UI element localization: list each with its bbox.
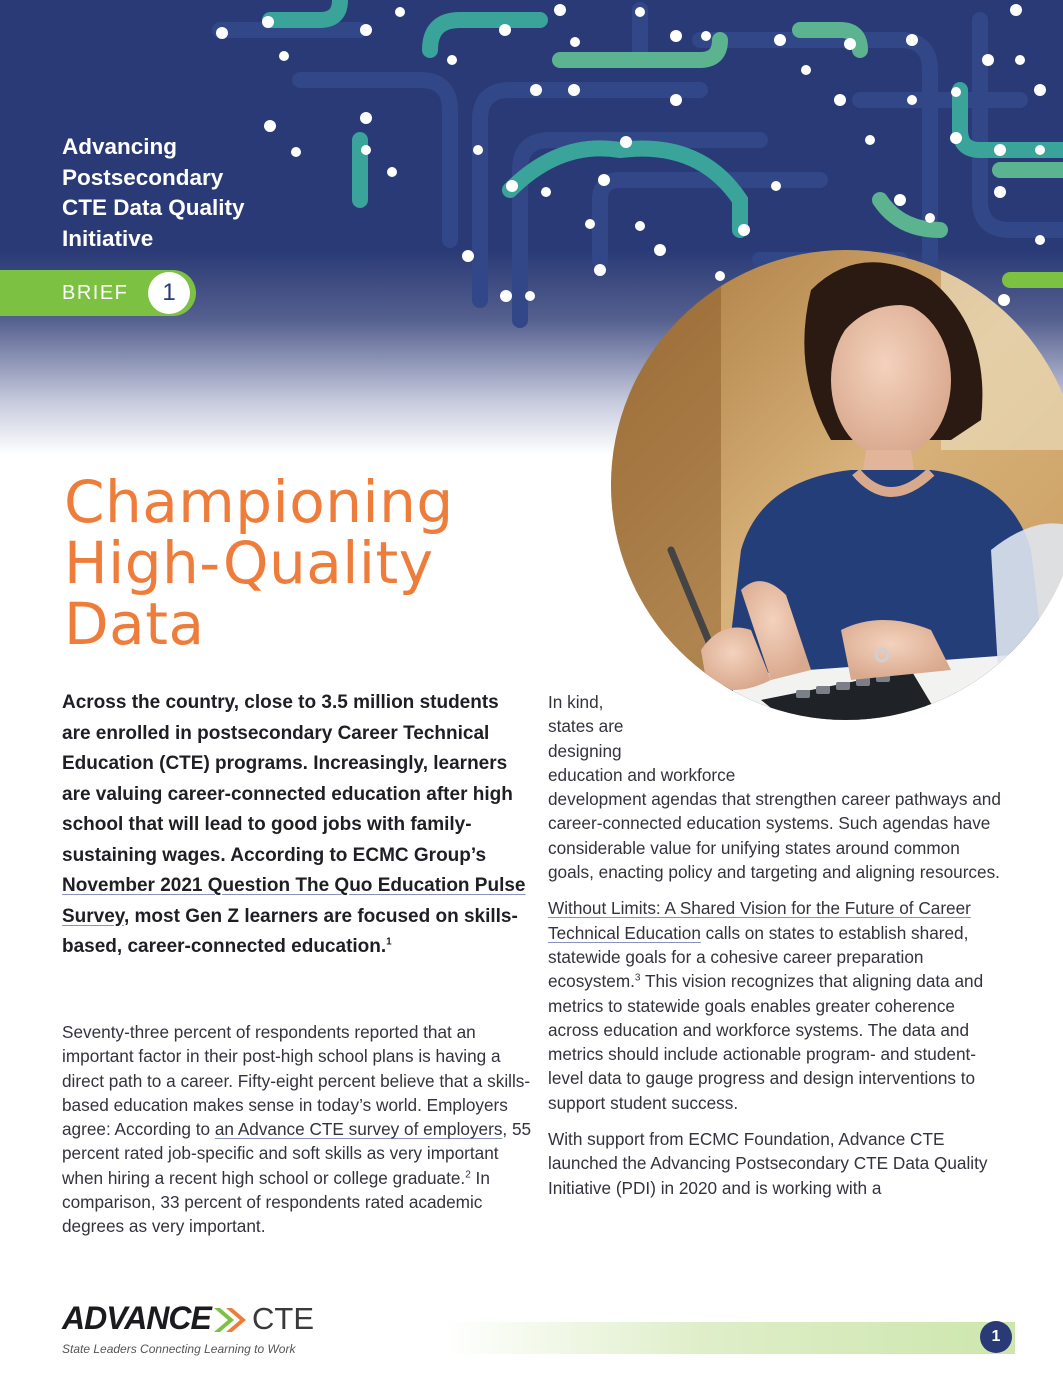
initiative-line: Postsecondary xyxy=(62,164,224,190)
pdi-paragraph: With support from ECMC Foundation, Advance CTE launched the Advancing Postsecondary CTE Data Quality Initiative (PDI) in 2020 and is working with a xyxy=(548,1129,988,1198)
intro-text-end: , most Gen Z learners are focused on skills-based, career-connected education. xyxy=(62,905,518,957)
logo-tagline: State Leaders Connecting Learning to Work xyxy=(62,1342,296,1356)
wrap-line: In kind, xyxy=(548,692,604,712)
chevron-arrow-icon xyxy=(212,1306,252,1334)
initiative-line: Initiative xyxy=(62,225,154,251)
footnote-ref: 1 xyxy=(386,936,392,948)
vision-paragraph xyxy=(548,896,1008,1115)
survey-text-middle: , 55 percent rated job-specific and soft skills as very important when hiring a recent high school or college graduate. xyxy=(62,1119,532,1188)
intro-text: Across the country, close to 3.5 million students are enrolled in postsecondary Career Technical Education (CTE) programs. Increasingly, learners are valuing career-connected education after high school that will lead to good jobs with family-sustaining wages. According to ECMC Group’s xyxy=(62,692,513,866)
wrap-line: education and workforce xyxy=(548,764,736,785)
footnote-ref: 3 xyxy=(634,972,641,984)
without-limits-link[interactable]: Without Limits: A Shared Vision for the Future of Career Technical Education xyxy=(548,898,971,943)
survey-text-end: In comparison, 33 percent of respondents rated academic degrees as very important. xyxy=(62,1167,490,1237)
survey-text: Seventy-three percent of respondents reported that an important factor in their post-high school plans is having a direct path to a career. Fifty-eight percent believe that a skills-based education makes sense in today’s world. Employers agree: According to xyxy=(62,1022,531,1140)
brief-badge xyxy=(0,270,196,316)
agendas-text: development agendas that strengthen career pathways and career-connected education systems. Such agendas have considerable value for unifying states around common goals, enacting policy and targeting and aligning resources. xyxy=(548,789,1001,883)
initiative-line: CTE Data Quality xyxy=(62,195,245,220)
agendas-paragraph xyxy=(548,690,1008,884)
page-number: 1 xyxy=(980,1321,1012,1353)
title-line: Championing xyxy=(64,468,454,536)
wrap-line: states are xyxy=(548,716,624,737)
logo-wordmark: ADVANCE xyxy=(62,1300,211,1336)
vision-text-end: This vision recognizes that aligning data and metrics to statewide goals enables greater coherence across education and workforce systems. The data and metrics should include actionable program- and student-level data to gauge progress and design interventions to support student success. xyxy=(548,971,984,1113)
footer-gradient-bar xyxy=(445,1322,1015,1354)
brief-number: 1 xyxy=(148,272,190,314)
wrap-line: designing xyxy=(548,740,622,761)
survey-paragraph xyxy=(62,1020,532,1239)
footnote-ref: 2 xyxy=(465,1169,471,1181)
intro-paragraph xyxy=(62,688,532,963)
employer-survey-link[interactable]: an Advance CTE survey of employers xyxy=(214,1119,503,1140)
page-title xyxy=(64,468,454,658)
initiative-line: Advancing xyxy=(62,134,178,159)
student-calculator-photo xyxy=(611,250,1063,720)
brief-label: BRIEF xyxy=(62,282,129,304)
right-column xyxy=(548,690,1008,1212)
logo-cte-text: CTE xyxy=(252,1301,314,1336)
initiative-name xyxy=(62,132,322,254)
vision-text: calls on states to establish shared, statewide goals for a cohesive career preparation ecosystem. xyxy=(548,922,969,992)
title-line: High-Quality xyxy=(64,529,434,597)
advance-cte-logo xyxy=(62,1300,332,1360)
pulse-survey-link[interactable]: November 2021 Question The Quo Education Pulse Survey xyxy=(62,875,526,927)
title-line: Data xyxy=(64,590,205,658)
